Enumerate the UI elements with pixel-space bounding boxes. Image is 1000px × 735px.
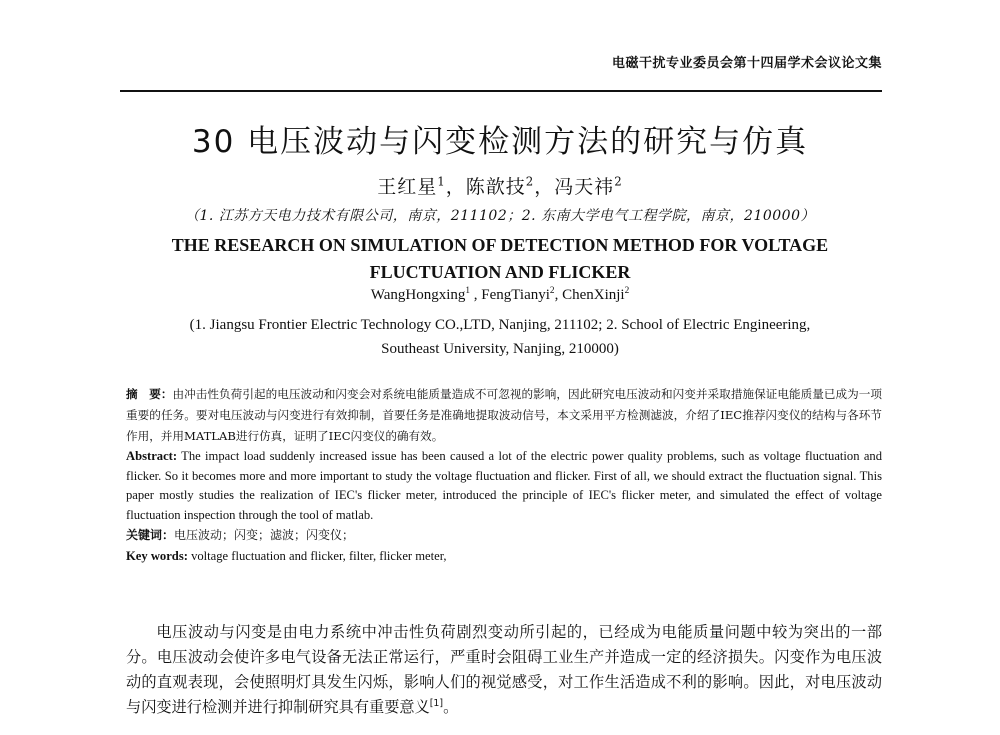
paper-title-en-line1: THE RESEARCH ON SIMULATION OF DETECTION METHOD FOR VOLTAGE <box>171 235 829 255</box>
author-en-3-affil: 2 <box>624 286 630 296</box>
abstract-cn-text: 由冲击性负荷引起的电压波动和闪变会对系统电能质量造成不可忽视的影响，因此研究电压波动和闪变并采取措施保证电能质量已成为一项重要的任务。要对电压波动与闪变进行有效抑制，首要任务是准确地提取波动信号，本文采用平方检测滤波，介绍了IEC推荐闪变仪的结构与各环节作用，并用MATLAB进行仿真，证明了IEC闪变仪的确有效。 <box>126 387 882 443</box>
author-cn-1: 王红星 <box>377 176 438 198</box>
author-separator: ， <box>445 176 466 198</box>
affiliation-en-line1: (1. Jiangsu Frontier Electric Technology CO.,LTD, Nanjing, 211102; 2. School of Electric Engineering, <box>189 317 811 333</box>
author-cn-3-affil: 2 <box>614 174 623 189</box>
body-paragraph-end: 。 <box>443 698 459 716</box>
author-cn-2: 陈歆技 <box>465 176 526 198</box>
author-separator: ， <box>534 176 555 198</box>
author-cn-3: 冯天祎 <box>554 176 615 198</box>
author-separator: , <box>554 287 563 303</box>
paper-title-en-line2: FLUCTUATION AND FLICKER <box>369 262 631 282</box>
authors-cn <box>0 172 1000 199</box>
abstract-en <box>126 447 882 525</box>
abstract-en-label: Abstract: <box>126 449 178 463</box>
keywords-cn-text: 电压波动；闪变；滤波；闪变仪； <box>174 528 355 542</box>
author-cn-2-affil: 2 <box>525 174 535 189</box>
abstract-cn-label: 摘 要： <box>126 387 173 401</box>
paper-title-en <box>100 232 900 286</box>
abstract-cn <box>126 384 882 447</box>
abstract-section <box>126 384 882 567</box>
keywords-en-text: voltage fluctuation and flicker, filter, flicker meter, <box>187 549 447 563</box>
affiliation-en <box>110 313 890 361</box>
author-cn-1-affil: 1 <box>437 174 446 189</box>
authors-en <box>0 287 1000 304</box>
author-en-2: FengTianyi <box>481 287 550 303</box>
citation-ref: [1] <box>429 697 444 709</box>
author-separator: , <box>470 287 482 303</box>
author-en-1-affil: 1 <box>465 286 471 296</box>
keywords-en <box>126 546 882 567</box>
keywords-en-label: Key words: <box>126 549 188 563</box>
keywords-cn-label: 关键词： <box>126 528 175 542</box>
author-en-1: WangHongxing <box>370 287 466 303</box>
header-rule <box>120 90 882 92</box>
author-en-2-affil: 2 <box>549 286 555 296</box>
paper-title-cn: 30 电压波动与闪变检测方法的研究与仿真 <box>191 124 809 160</box>
affiliation-en-line2: Southeast University, Nanjing, 210000) <box>381 341 619 357</box>
abstract-en-text: The impact load suddenly increased issue has been caused a lot of the electric power quality problems, such as voltage fluctuation and flicker. So it becomes more and more important to study the voltage fluctuation and flicker. First of all, we should extract the fluctuation signal. This paper mostly studies the realization of IEC's flicker meter, introduced the principle of IEC's flicker meter, and simulated the effect of voltage fluctuation inspection through the tool of matlab. <box>126 449 882 522</box>
keywords-cn <box>126 525 882 546</box>
body-paragraph-text: 电压波动与闪变是由电力系统中冲击性负荷剧烈变动所引起的，已经成为电能质量问题中较为突出的一部分。电压波动会使许多电气设备无法正常运行，严重时会阻碍工业生产并造成一定的经济损失。闪变作为电压波动的直观表现，会使照明灯具发生闪烁，影响人们的视觉感受，对工作生活造成不利的影响。因此，对电压波动与闪变进行检测并进行抑制研究具有重要意义 <box>126 623 882 716</box>
running-header: 电磁干扰专业委员会第十四届学术会议论文集 <box>611 56 882 71</box>
affiliation-cn: （1. 江苏方天电力技术有限公司，南京，211102；2. 东南大学电气工程学院，南京，210000） <box>185 208 815 224</box>
author-en-3: ChenXinji <box>562 287 625 303</box>
body-paragraph <box>126 620 882 720</box>
